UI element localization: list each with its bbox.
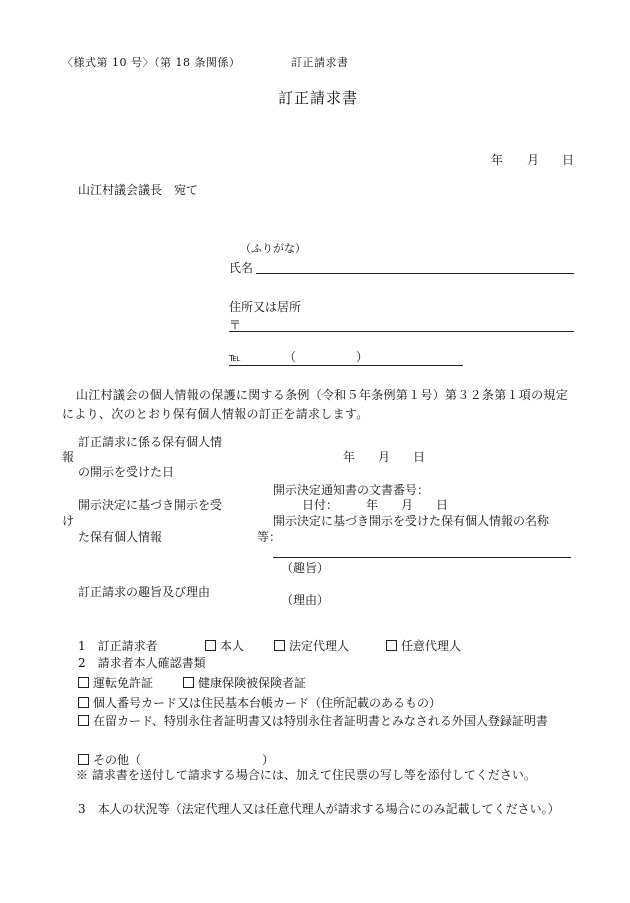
id-residence-option[interactable] <box>62 712 582 731</box>
requester-self-option[interactable] <box>205 640 244 652</box>
notice-year: 年 <box>366 498 379 512</box>
option-label: 健康保険被保険者証 <box>198 676 307 690</box>
disclosed-info-label: 開示決定に基づき開示を受 <box>78 498 223 512</box>
furigana-label: （ふりがな） <box>240 242 306 255</box>
checkbox-icon[interactable] <box>274 640 285 651</box>
name-label: 氏名 <box>229 261 254 275</box>
id-note: ※ 請求書を送付して請求する場合には、加えて住民票の写し等を添付してください。 <box>76 768 536 782</box>
checkbox-icon[interactable] <box>78 677 89 688</box>
notice-date-label: 日付： <box>302 498 339 512</box>
correction-reason-label: 訂正請求の趣旨及び理由 <box>78 585 211 599</box>
requester-section-label: 1 訂正請求者 <box>78 639 158 653</box>
addressee: 山江村議会議長 宛て <box>78 183 199 197</box>
page-title: 訂正請求書 <box>278 89 359 107</box>
option-label: 法定代理人 <box>289 639 350 653</box>
id-other-close: ） <box>262 753 275 767</box>
date-month: 月 <box>527 153 540 167</box>
option-label: その他（ <box>93 753 142 767</box>
checkbox-icon[interactable] <box>386 640 397 651</box>
notice-day: 日 <box>436 498 449 512</box>
form-name: 訂正請求書 <box>291 56 349 69</box>
notice-month: 月 <box>401 498 414 512</box>
postal-mark: 〒 <box>229 318 242 332</box>
address-label: 住所又は居所 <box>229 300 302 314</box>
option-label: 個人番号カード又は住民基本台帳カード（住所記載のあるもの） <box>93 696 442 710</box>
option-label: 在留カード、特別永住者証明書又は特別永住者証明書とみなされる外国人登録証明書 <box>93 714 548 728</box>
disclosure-date-label-3: の開示を受けた日 <box>78 465 175 479</box>
id-license-option[interactable] <box>78 677 153 689</box>
checkbox-icon[interactable] <box>78 715 89 726</box>
phone-area-code: （ ） <box>284 350 369 364</box>
disclosed-info-label-2: け <box>62 514 75 528</box>
date-day: 日 <box>562 153 575 167</box>
intro-paragraph: 山江村議会の個人情報の保護に関する条例（令和５年条例第１号）第３２条第１項の規定により、次のとおり保有個人情報の訂正を請求します。 <box>62 388 569 421</box>
requester-legal-agent-option[interactable] <box>274 640 349 652</box>
checkbox-icon[interactable] <box>78 754 89 765</box>
disclosed-info-label-3: た保有個人情報 <box>78 530 163 544</box>
option-label: 本人 <box>220 639 245 653</box>
disclosed-info-name-label: 開示決定に基づき開示を受けた保有個人情報の名称 <box>273 514 550 528</box>
form-reference: 〈様式第 10 号〉（第 18 条関係） <box>62 56 241 69</box>
purpose-label: （趣旨） <box>281 561 330 575</box>
id-other-option[interactable] <box>78 754 141 766</box>
option-label: 任意代理人 <box>401 639 462 653</box>
phone-field[interactable] <box>229 365 463 366</box>
disclosed-info-name-field[interactable] <box>273 557 571 558</box>
address-field[interactable] <box>229 331 574 332</box>
status-section-label: 3 本人の状況等（法定代理人又は任意代理人が請求する場合にのみ記載してください。） <box>78 802 560 816</box>
name-field[interactable] <box>256 273 574 274</box>
disclosure-month: 月 <box>378 450 391 464</box>
id-insurance-option[interactable] <box>183 677 306 689</box>
notice-doc-number-label: 開示決定通知書の文書番号： <box>273 483 430 497</box>
disclosure-day: 日 <box>413 450 426 464</box>
id-documents-section-label: 2 請求者本人確認書類 <box>78 656 206 670</box>
checkbox-icon[interactable] <box>78 697 89 708</box>
disclosure-date-label: 訂正請求に係る保有個人情 <box>78 435 223 449</box>
option-label: 運転免許証 <box>93 676 154 690</box>
reason-label: （理由） <box>281 593 330 607</box>
checkbox-icon[interactable] <box>205 640 216 651</box>
disclosure-year: 年 <box>343 450 356 464</box>
id-mynumber-option[interactable] <box>78 697 441 709</box>
disclosed-info-name-label-2: 等： <box>257 530 282 544</box>
disclosure-date-label-2: 報 <box>62 450 75 464</box>
checkbox-icon[interactable] <box>183 677 194 688</box>
requester-voluntary-agent-option[interactable] <box>386 640 461 652</box>
date-year: 年 <box>491 153 504 167</box>
phone-icon: ℡ <box>229 351 241 364</box>
